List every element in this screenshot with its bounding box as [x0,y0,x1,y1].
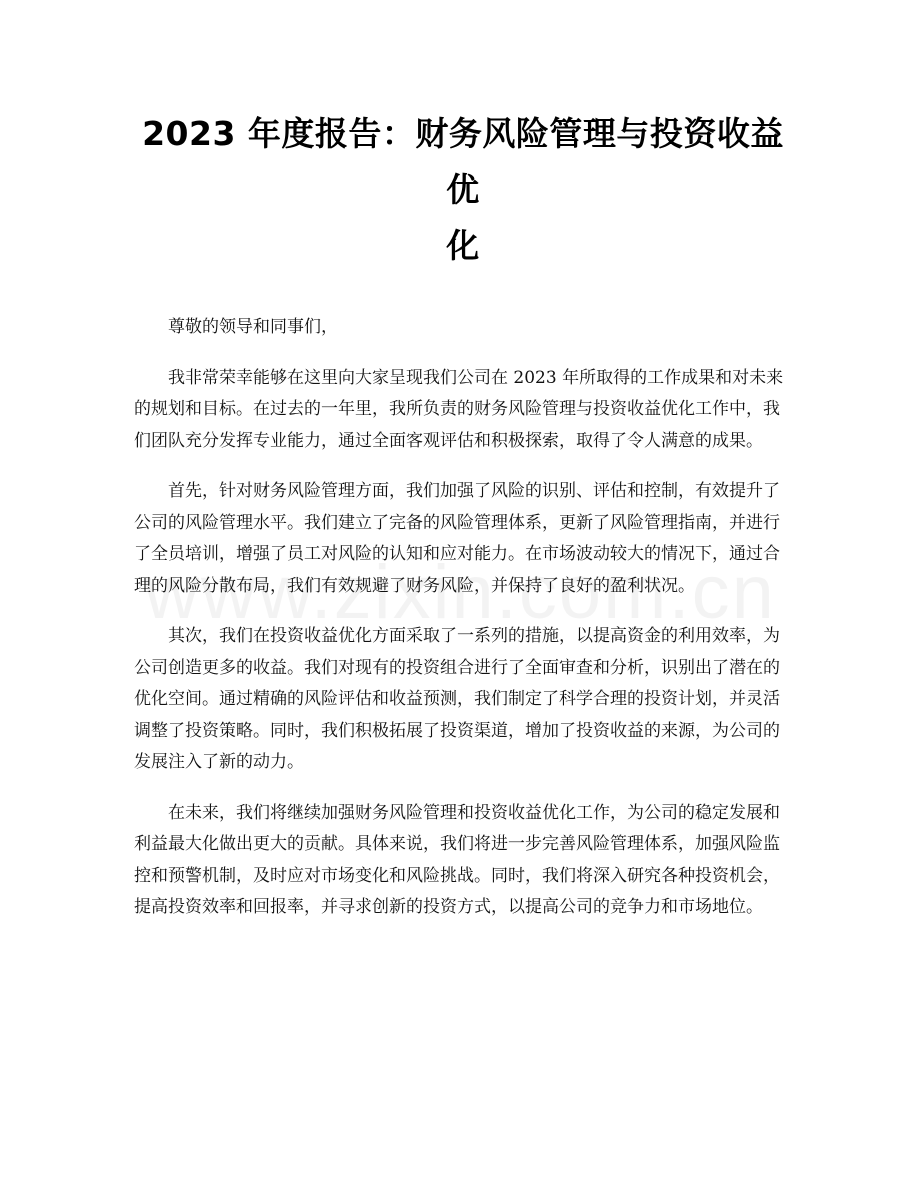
paragraph-risk-management: 首先，针对财务风险管理方面，我们加强了风险的识别、评估和控制，有效提升了公司的风险管理水平。我们建立了完备的风险管理体系，更新了风险管理指南，并进行了全员培训，增强了员工对风险的认知和应对能力。在市场波动较大的情况下，通过合理的风险分散布局，我们有效规避了财务风险，并保持了良好的盈利状况。 [134,481,780,596]
salutation: 尊敬的领导和同事们， [168,317,338,337]
paragraph-investment-optimization: 其次，我们在投资收益优化方面采取了一系列的措施，以提高资金的利用效率，为公司创造更多的收益。我们对现有的投资组合进行了全面审查和分析，识别出了潜在的优化空间。通过精确的风险评估和收益预测，我们制定了科学合理的投资计划，并灵活调整了投资策略。同时，我们积极拓展了投资渠道，增加了投资收益的来源，为公司的发展注入了新的动力。 [134,626,780,772]
document-body [134,312,792,924]
document-title [134,0,792,274]
title-line-2: 化 [446,226,480,265]
paragraph-future-plans: 在未来，我们将继续加强财务风险管理和投资收益优化工作，为公司的稳定发展和利益最大化做出更大的贡献。具体来说，我们将进一步完善风险管理体系，加强风险监控和预警机制，及时应对市场变化和风险挑战。同时，我们将深入研究各种投资机会，提高投资效率和回报率，并寻求创新的投资方式，以提高公司的竞争力和市场地位。 [134,802,780,917]
title-line-1: 2023 年度报告：财务风险管理与投资收益优 [142,114,784,209]
paragraph-intro: 我非常荣幸能够在这里向大家呈现我们公司在 2023 年所取得的工作成果和对未来的规划和目标。在过去的一年里，我所负责的财务风险管理与投资收益优化工作中，我们团队充分发挥专业能力，通过全面客观评估和积极探索，取得了令人满意的成果。 [134,367,784,451]
